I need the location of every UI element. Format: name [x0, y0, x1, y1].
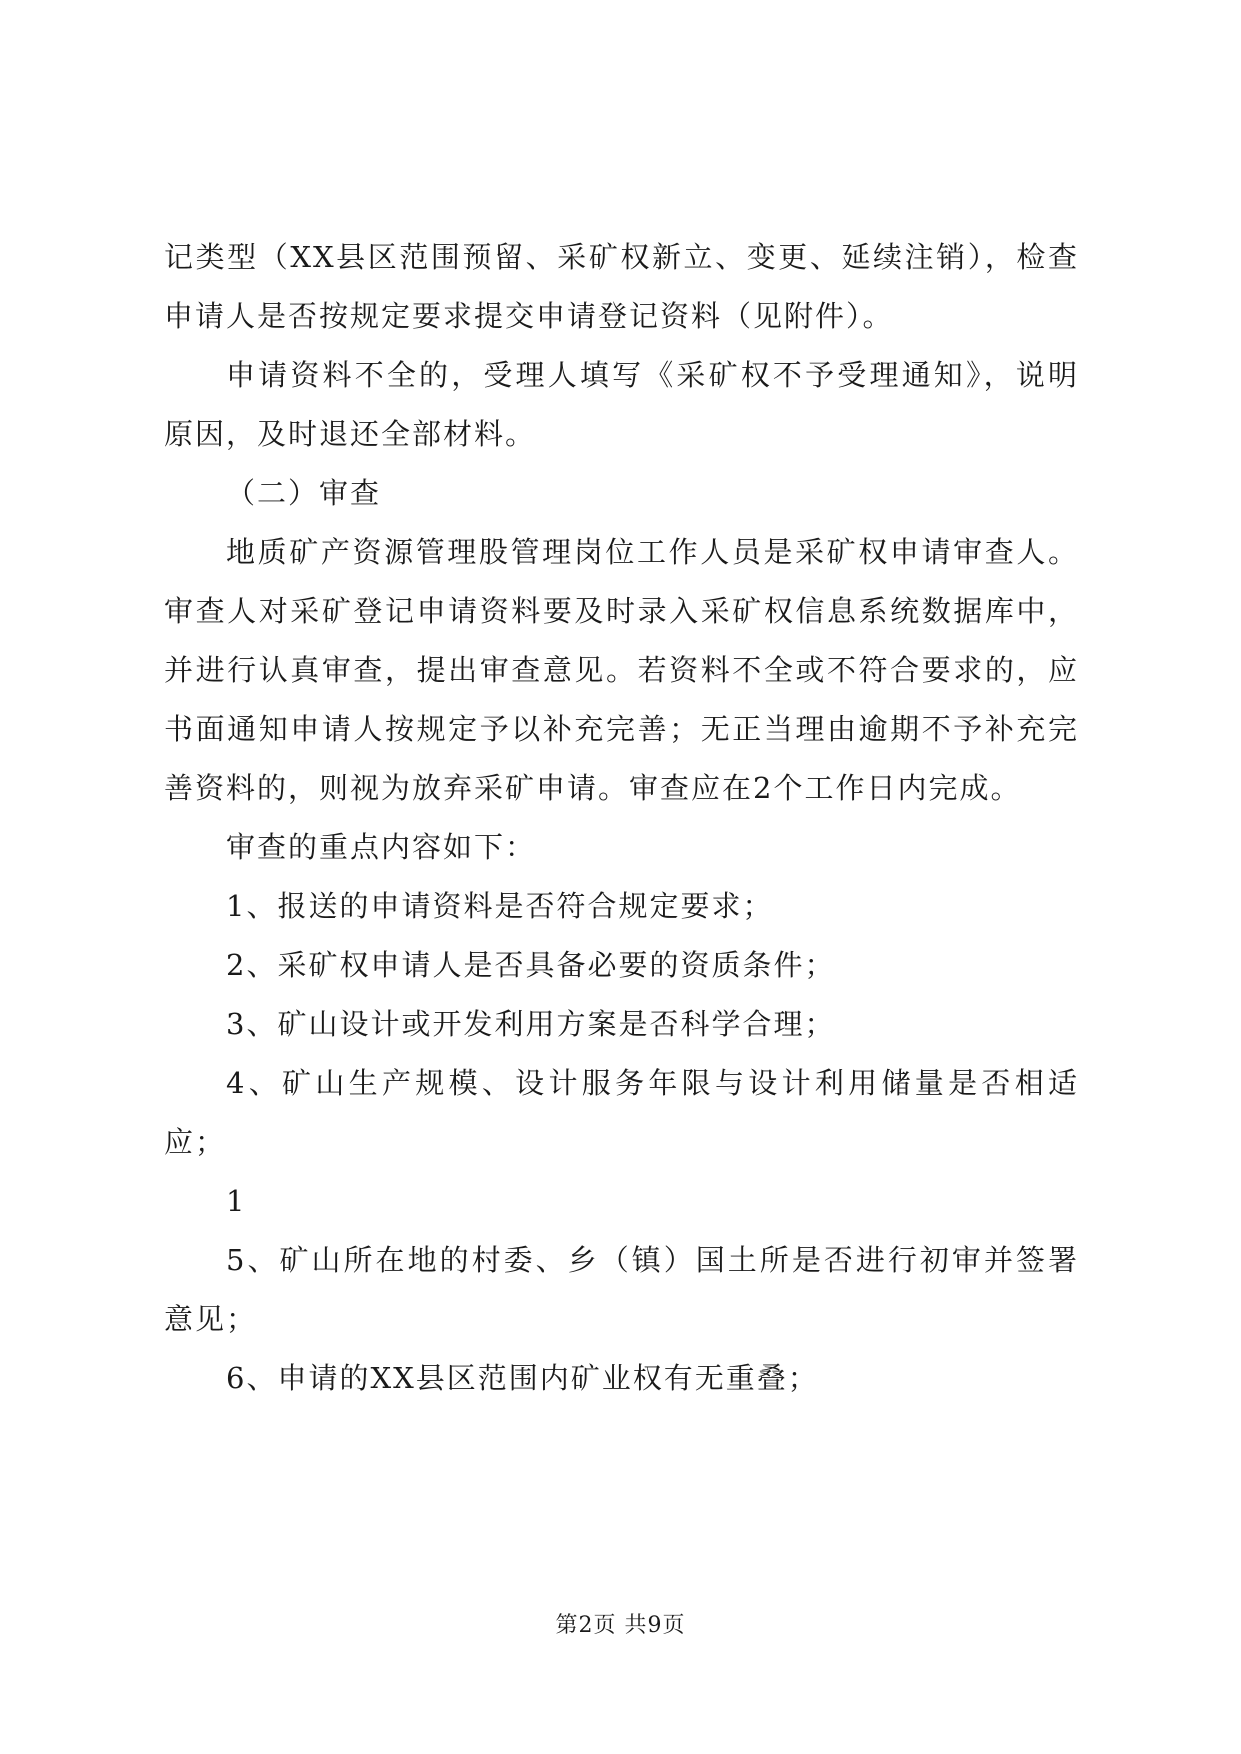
paragraph-continuation: 记类型（XX县区范围预留、采矿权新立、变更、延续注销），检查申请人是否按规定要求提交申请登记资料（见附件）。 — [164, 240, 1079, 333]
paragraph-review-points-intro: 审查的重点内容如下： — [226, 830, 537, 864]
list-item-5: 5、矿山所在地的村委、乡（镇）国土所是否进行初审并签署意见； — [164, 1243, 1079, 1336]
section-heading-review: （二）审查 — [226, 476, 382, 510]
inline-page-number: 1 — [226, 1184, 247, 1218]
list-item-4: 4、矿山生产规模、设计服务年限与设计利用储量是否相适应； — [164, 1066, 1079, 1159]
list-item-2: 2、采矿权申请人是否具备必要的资质条件； — [226, 948, 836, 982]
list-item-6: 6、申请的XX县区范围内矿业权有无重叠； — [226, 1361, 819, 1395]
list-item-3: 3、矿山设计或开发利用方案是否科学合理； — [226, 1007, 836, 1041]
document-body — [164, 228, 1079, 1408]
paragraph-reviewer: 地质矿产资源管理股管理岗位工作人员是采矿权申请审查人。审查人对采矿登记申请资料要及时录入采矿权信息系统数据库中，并进行认真审查，提出审查意见。若资料不全或不符合要求的，应书面通知申请人按规定予以补充完善；无正当理由逾期不予补充完善资料的，则视为放弃采矿申请。审查应在2个工作日内完成。 — [164, 535, 1079, 805]
paragraph-incomplete-materials: 申请资料不全的，受理人填写《采矿权不予受理通知》，说明原因，及时退还全部材料。 — [164, 358, 1079, 451]
list-item-1: 1、报送的申请资料是否符合规定要求； — [226, 889, 774, 923]
page-footer: 第2页 共9页 — [555, 1613, 686, 1638]
